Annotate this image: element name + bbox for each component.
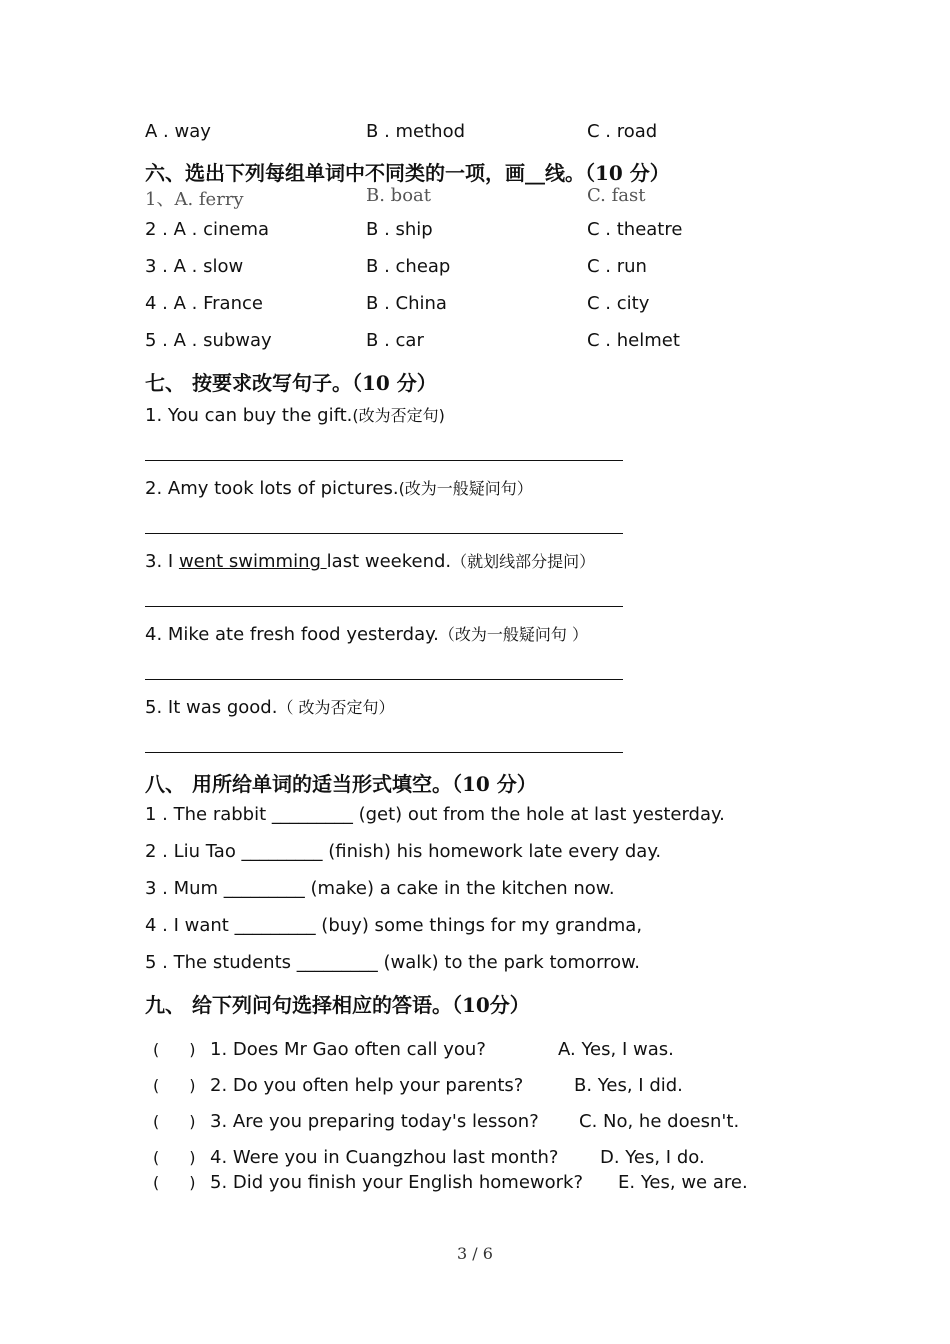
- s7-q3-note: （就划线部分提问）: [451, 552, 596, 571]
- s9-row5-paren-open: (: [153, 1173, 160, 1192]
- s7-question-1: [145, 403, 445, 426]
- s9-a4: D. Yes, I do.: [600, 1147, 705, 1168]
- section7-title: 七、 按要求改写句子。（10 分）: [145, 371, 437, 395]
- section9-title: 九、 给下列问句选择相应的答语。（10分）: [145, 993, 530, 1017]
- carry-over-option-c: C . road: [587, 121, 658, 142]
- s6-row5-b: B . car: [366, 330, 424, 351]
- s9-row3-paren-close: ): [189, 1112, 196, 1131]
- s7-q4-note: （改为一般疑问句 ）: [438, 625, 588, 644]
- s6-row3-c: C . run: [587, 256, 647, 277]
- s6-row4-c: C . city: [587, 293, 650, 314]
- s7-answer-line-5: [145, 752, 623, 753]
- carry-over-option-a: A . way: [145, 121, 211, 142]
- s9-row3-paren-open: (: [153, 1112, 160, 1131]
- s7-q2-text: 2. Amy took lots of pictures.: [145, 478, 399, 499]
- s6-row1-b: B. boat: [366, 185, 431, 206]
- carry-over-option-b: B . method: [366, 121, 466, 142]
- s7-q4-text: 4. Mike ate fresh food yesterday.: [145, 624, 439, 645]
- s9-row-4: [153, 1147, 196, 1168]
- section8-title: 八、 用所给单词的适当形式填空。（10 分）: [145, 772, 537, 796]
- s6-row1-c: C. fast: [587, 185, 646, 206]
- s9-row5-paren-close: ): [189, 1173, 196, 1192]
- s9-a2: B. Yes, I did.: [574, 1075, 683, 1096]
- s9-q3: 3. Are you preparing today's lesson?: [210, 1111, 539, 1132]
- s7-q2-note: (改为一般疑问句）: [398, 479, 533, 498]
- s7-question-5: [145, 695, 395, 718]
- s9-row-3: [153, 1111, 196, 1132]
- s9-row2-paren-close: ): [189, 1076, 196, 1095]
- s9-row1-paren-open: (: [153, 1040, 160, 1059]
- s8-item-4: 4 . I want _________ (buy) some things for my grandma,: [145, 915, 643, 936]
- s9-row-5: [153, 1172, 196, 1193]
- s7-q3-underlined: went swimming: [178, 551, 327, 572]
- s7-q1-note: (改为否定句): [352, 406, 445, 425]
- s8-item-5: 5 . The students _________ (walk) to the park tomorrow.: [145, 952, 640, 973]
- s7-q3-pre: 3. I: [145, 551, 179, 572]
- s9-q2: 2. Do you often help your parents?: [210, 1075, 524, 1096]
- s9-row1-paren-close: ): [189, 1040, 196, 1059]
- s6-row5-c: C . helmet: [587, 330, 680, 351]
- s8-item-2: 2 . Liu Tao _________ (finish) his homework late every day.: [145, 841, 662, 862]
- s6-row4-a: 4 . A . France: [145, 293, 263, 314]
- s9-row2-paren-open: (: [153, 1076, 160, 1095]
- s7-q5-text: 5. It was good.: [145, 697, 278, 718]
- s8-item-1: 1 . The rabbit _________ (get) out from the hole at last yesterday.: [145, 804, 725, 825]
- s9-q5: 5. Did you finish your English homework?: [210, 1172, 584, 1193]
- s9-row4-paren-open: (: [153, 1148, 160, 1167]
- s9-a3: C. No, he doesn't.: [579, 1111, 740, 1132]
- s9-q1: 1. Does Mr Gao often call you?: [210, 1039, 486, 1060]
- s6-row3-a: 3 . A . slow: [145, 256, 244, 277]
- s7-answer-line-3: [145, 606, 623, 607]
- s6-row4-b: B . China: [366, 293, 447, 314]
- s6-row2-c: C . theatre: [587, 219, 683, 240]
- s8-item-3: 3 . Mum _________ (make) a cake in the kitchen now.: [145, 878, 615, 899]
- s7-q1-text: 1. You can buy the gift.: [145, 405, 353, 426]
- section6-title: 六、选出下列每组单词中不同类的一项，画__线。（10 分）: [145, 161, 670, 185]
- s6-row2-a: 2 . A . cinema: [145, 219, 270, 240]
- s7-q5-note: （ 改为否定句）: [277, 698, 395, 717]
- s6-row1-a: 1、A. ferry: [145, 189, 244, 210]
- s7-answer-line-2: [145, 533, 623, 534]
- s9-row-1: [153, 1039, 196, 1060]
- s6-row3-b: B . cheap: [366, 256, 451, 277]
- s6-row2-b: B . ship: [366, 219, 433, 240]
- page-number: 3 / 6: [457, 1244, 493, 1263]
- s9-q4: 4. Were you in Cuangzhou last month?: [210, 1147, 559, 1168]
- s7-question-2: [145, 476, 533, 499]
- s7-question-3: [145, 549, 595, 572]
- s9-a1: A. Yes, I was.: [558, 1039, 674, 1060]
- s7-question-4: [145, 622, 588, 645]
- s6-row5-a: 5 . A . subway: [145, 330, 272, 351]
- s9-a5: E. Yes, we are.: [618, 1172, 748, 1193]
- s7-q3-post: last weekend.: [326, 551, 452, 572]
- s7-answer-line-4: [145, 679, 623, 680]
- s7-answer-line-1: [145, 460, 623, 461]
- s9-row-2: [153, 1075, 196, 1096]
- s9-row4-paren-close: ): [189, 1148, 196, 1167]
